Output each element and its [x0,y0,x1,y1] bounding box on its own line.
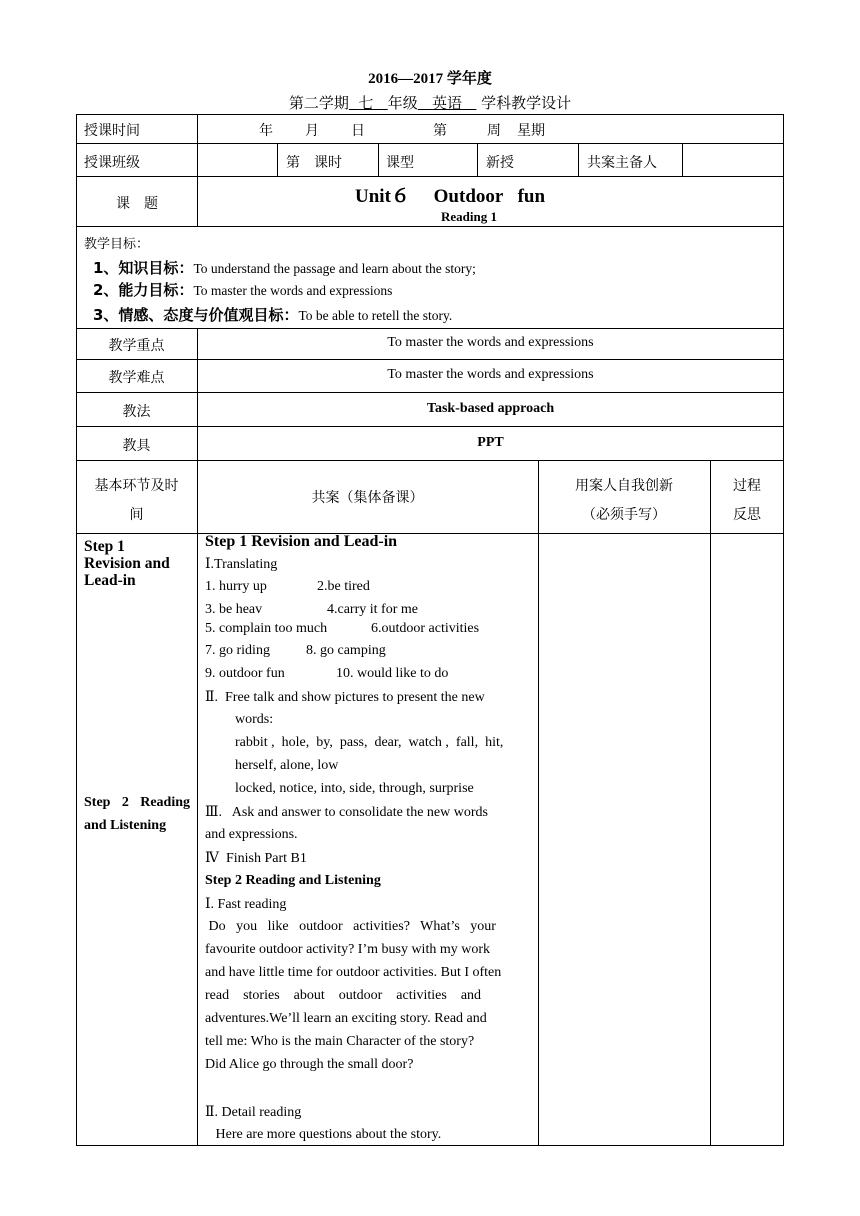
row-divider [76,533,784,534]
label-key-point: 教学重点 [108,338,165,354]
topic-subtitle: Reading 1 [441,209,497,224]
row-divider [76,226,784,227]
row-divider [76,359,784,360]
field-week: 周 [487,123,501,139]
field-year: 年 [259,123,273,139]
col-divider [378,143,379,176]
detail-reading-heading: Ⅱ. Detail reading [205,1105,302,1120]
paragraph-line: Do you like outdoor activities? What’s your [205,919,496,934]
objectives-heading: 教学目标： [84,237,150,252]
paragraph-line: tell me: Who is the main Character of the story? [205,1034,475,1049]
step1-label: Step 1 Revision and Lead-in [84,538,170,589]
new-words-line: herself, alone, low [235,758,339,773]
row-divider [76,143,784,144]
grade-unit: 年级 [387,94,418,112]
col-divider [197,114,198,226]
field-period: 第 课时 [286,155,342,171]
phrase-row: 9. outdoor fun 10. would like to do [205,666,449,681]
col-divider [477,143,478,176]
row-divider [76,328,784,329]
step1-heading: Step 1 Revision and Lead-in [205,533,398,550]
objective-knowledge: 1、知识目标：To understand the passage and learn about the story; [93,259,476,277]
label-class: 授课班级 [84,155,140,171]
label-lesson-type: 课型 [386,155,414,171]
objective-emotion: 3、情感、态度与价值观目标：To be able to retell the story. [93,306,453,324]
col-divider [710,460,711,1146]
document-subtitle [0,92,860,113]
col-head-innovation: 用案人自我创新 （必须手写） [575,478,673,523]
paragraph-line: and have little time for outdoor activities. But I often [205,965,502,980]
new-words-line: locked, notice, into, side, through, surprise [235,781,474,796]
col-divider [578,143,579,176]
label-class-time: 授课时间 [84,123,140,139]
paragraph-line: favourite outdoor activity? I’m busy with my work [205,942,490,957]
row-divider [76,392,784,393]
new-words-line: rabbit , hole, by, pass, dear, watch , fall, hit, [235,735,504,750]
col-divider [682,143,683,176]
term: 第二学期 [288,94,349,112]
tools-value: PPT [477,435,504,450]
row-divider [76,460,784,461]
row-divider [76,426,784,427]
col-head-steps: 基本环节及时 间 [94,478,179,523]
method-value: Task-based approach [426,401,555,416]
paragraph-line: Did Alice go through the small door? [205,1057,414,1072]
field-day: 日 [351,123,365,139]
phrase-row: 7. go riding 8. go camping [205,643,386,658]
field-week-prefix: 第 [433,123,447,139]
translating-heading: Ⅰ.Translating [205,557,278,572]
field-weekday: 星期 [517,123,545,139]
fast-reading-heading: Ⅰ. Fast reading [205,897,287,912]
document-year-title: 2016—2017 学年度 [368,71,492,87]
objective-ability: 2、能力目标：To master the words and expressions [93,281,393,299]
phrase-row: 1. hurry up 2.be tired [205,579,370,594]
col-divider [277,143,278,176]
label-tools: 教具 [122,438,151,454]
phrase-row: 3. be heav 4.carry it for me [205,602,418,617]
key-point-value: To master the words and expressions [387,335,594,350]
free-talk-line: words: [235,712,274,727]
free-talk-line: Ⅱ. Free talk and show pictures to present the new [205,690,485,705]
label-difficulty: 教学难点 [108,370,165,386]
finish-part-line: Ⅳ Finish Part B1 [205,851,307,866]
subject-value: 英语 [432,94,463,112]
step2-heading: Step 2 Reading and Listening [205,873,381,888]
phrase-row: 5. complain too much 6.outdoor activities [205,621,480,636]
grade-value: 七 [358,94,374,112]
col-divider [538,460,539,1146]
lesson-type-value: 新授 [486,155,514,171]
field-month: 月 [305,123,319,139]
ask-answer-line: Ⅲ. Ask and answer to consolidate the new words [205,805,488,820]
step2-label: Step 2 Reading and Listening [84,795,190,833]
ask-answer-line: and expressions. [205,827,298,842]
detail-reading-line: Here are more questions about the story. [205,1127,442,1142]
col-head-reflection: 过程 反思 [733,478,761,523]
row-divider [76,176,784,177]
label-topic: 课 题 [116,196,158,212]
paragraph-line: adventures.We’ll learn an exciting story. Read and [205,1011,487,1026]
label-method: 教法 [122,404,151,420]
doc-type: 学科教学设计 [481,94,572,112]
topic-title: Unit６ Outdoor fun [355,186,546,207]
paragraph-line: read stories about outdoor activities and [205,988,482,1003]
col-head-shared-plan: 共案（集体备课） [311,490,424,506]
label-main-preparer: 共案主备人 [587,155,657,171]
difficulty-value: To master the words and expressions [387,367,594,382]
